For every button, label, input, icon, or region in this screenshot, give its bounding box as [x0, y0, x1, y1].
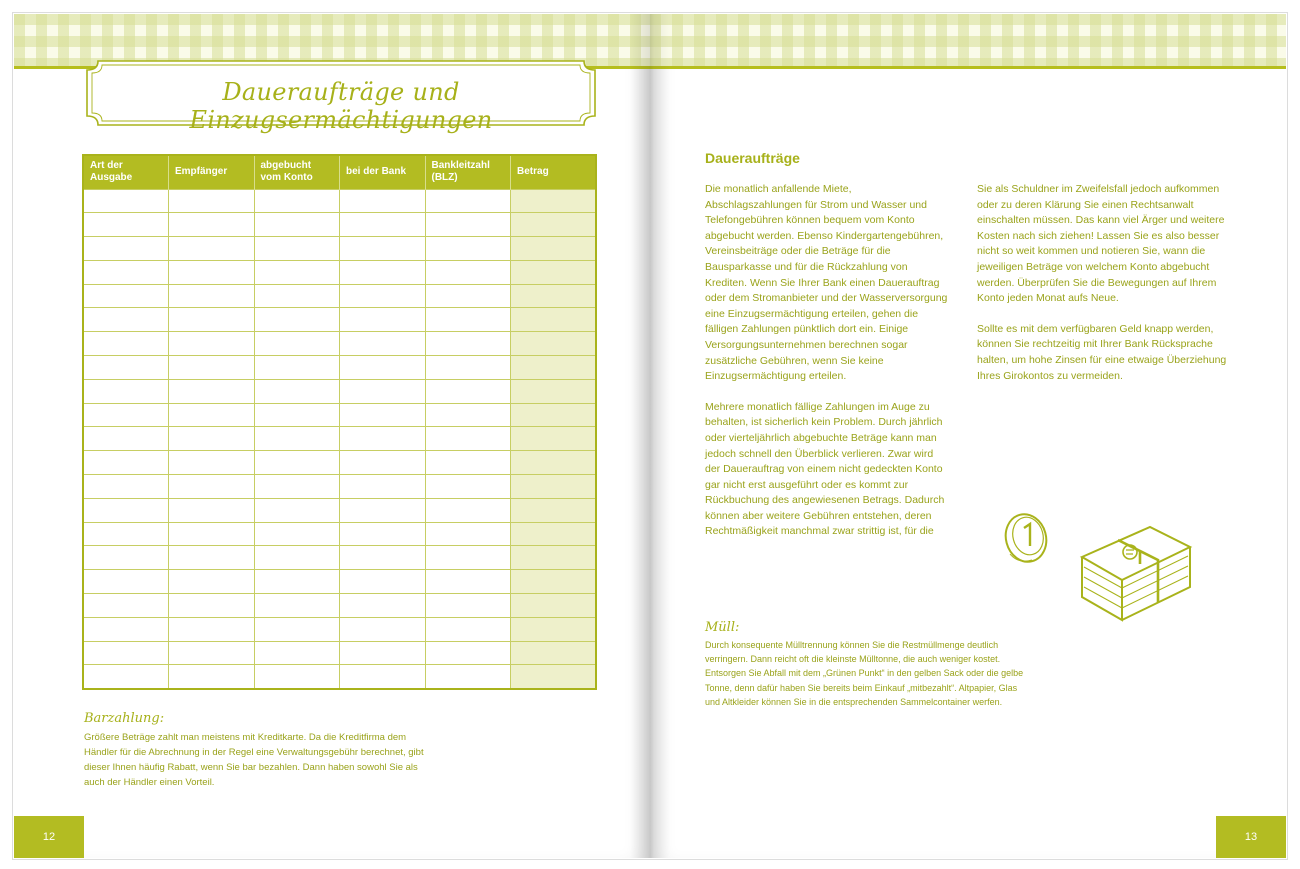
table-row	[83, 570, 596, 594]
table-cell[interactable]	[340, 665, 426, 689]
table-cell[interactable]	[425, 260, 511, 284]
table-cell[interactable]	[254, 403, 340, 427]
table-row	[83, 546, 596, 570]
table-cell[interactable]	[340, 379, 426, 403]
table-cell[interactable]	[169, 546, 255, 570]
table-cell[interactable]	[425, 189, 511, 213]
column-header: Art der Ausgabe	[83, 155, 169, 189]
table-cell[interactable]	[169, 237, 255, 261]
note-text: Größere Beträge zahlt man meistens mit Kreditkarte. Da die Kreditfirma dem Händler für die Abrechnung in der Regel eine Verwaltungsgebühr berechnet, gibt dieser Ihnen häufig Rabatt, wenn Sie bar bezahlen. Dann haben sowohl Sie als auch der Händler einen Vorteil.	[84, 732, 424, 788]
table-cell[interactable]	[254, 570, 340, 594]
table-cell[interactable]	[83, 594, 169, 618]
amount-cell[interactable]	[511, 665, 597, 689]
table-cell[interactable]	[254, 641, 340, 665]
amount-cell[interactable]	[511, 451, 597, 475]
table-cell[interactable]	[425, 570, 511, 594]
table-cell[interactable]	[83, 284, 169, 308]
paragraph: Die monatlich anfallende Miete, Abschlagszahlungen für Strom und Wasser und Telefongebühren können bequem vom Konto abgebucht werden. Ebenso Kindergartengebühren, Vereinsbeiträge oder die Beträge für die Bausparkasse und für die Rückzahlung von Krediten. Wenn Sie Ihrer Bank einen Dauerauftrag oder dem Stromanbieter und der Wasserversorgung eine Einzugsermächtigung erteilen, gehen die fälligen Zahlungen pünktlich dort ein. Einige Versorgungsunternehmen berechnen sogar zusätzliche Gebühren, wenn Sie keine Einzugsermächtigung erteilen.	[705, 183, 948, 383]
table-cell[interactable]	[83, 546, 169, 570]
table-cell[interactable]	[254, 237, 340, 261]
table-cell[interactable]	[254, 284, 340, 308]
amount-cell[interactable]	[511, 498, 597, 522]
table-cell[interactable]	[340, 260, 426, 284]
table-cell[interactable]	[169, 522, 255, 546]
table-cell[interactable]	[340, 237, 426, 261]
amount-cell[interactable]	[511, 284, 597, 308]
note-text: Durch konsequente Mülltrennung können Sie die Restmüllmenge deutlich verringern. Dann reicht oft die kleinste Mülltonne, die auch weniger kostet. Entsorgen Sie Abfall mit dem „Grünen Punkt“ in den gelben Sack oder die gelbe Tonne, denn dafür haben Sie bereits beim Einkauf „mitbezahlt“. Altpapier, Glas und Altkleider können Sie in die entsprechenden Sammelcontainer werfen.	[705, 640, 1024, 707]
table-cell[interactable]	[83, 475, 169, 499]
table-cell[interactable]	[83, 617, 169, 641]
coin-icon	[1000, 510, 1051, 567]
table-cell[interactable]	[83, 189, 169, 213]
table-row	[83, 308, 596, 332]
table-cell[interactable]	[254, 427, 340, 451]
table-cell[interactable]	[425, 237, 511, 261]
table-cell[interactable]	[425, 284, 511, 308]
table-cell[interactable]	[425, 475, 511, 499]
amount-cell[interactable]	[511, 403, 597, 427]
amount-cell[interactable]	[511, 213, 597, 237]
table-row	[83, 522, 596, 546]
table-cell[interactable]	[425, 641, 511, 665]
table-cell[interactable]	[254, 546, 340, 570]
column-header: bei der Bank	[340, 155, 426, 189]
table-row	[83, 617, 596, 641]
note-heading: Barzahlung:	[84, 711, 165, 726]
table-cell[interactable]	[83, 665, 169, 689]
page-number: 12	[14, 816, 84, 858]
amount-cell[interactable]	[511, 356, 597, 380]
table-cell[interactable]	[425, 665, 511, 689]
amount-cell[interactable]	[511, 570, 597, 594]
cash-note	[84, 711, 424, 790]
table-cell[interactable]	[425, 427, 511, 451]
payments-table	[82, 154, 597, 690]
table-cell[interactable]	[340, 570, 426, 594]
table-cell[interactable]	[169, 617, 255, 641]
table-cell[interactable]	[83, 641, 169, 665]
table-cell[interactable]	[169, 189, 255, 213]
column-header: Empfänger	[169, 155, 255, 189]
table-cell[interactable]	[425, 379, 511, 403]
table-cell[interactable]	[83, 213, 169, 237]
table-cell[interactable]	[83, 332, 169, 356]
amount-cell[interactable]	[511, 189, 597, 213]
right-page	[650, 14, 1286, 858]
table-cell[interactable]	[254, 260, 340, 284]
table-cell[interactable]	[425, 451, 511, 475]
table-row	[83, 237, 596, 261]
banknote-stack-icon	[1082, 527, 1190, 620]
table-cell[interactable]	[425, 403, 511, 427]
table-row	[83, 451, 596, 475]
amount-cell[interactable]	[511, 427, 597, 451]
table-row	[83, 641, 596, 665]
table-cell[interactable]	[169, 379, 255, 403]
table-cell[interactable]	[169, 260, 255, 284]
note-heading: Müll:	[705, 620, 740, 635]
table-cell[interactable]	[425, 522, 511, 546]
table-row	[83, 594, 596, 618]
left-page	[14, 14, 650, 858]
table-cell[interactable]	[83, 427, 169, 451]
table-cell[interactable]	[254, 451, 340, 475]
table-cell[interactable]	[169, 427, 255, 451]
amount-cell[interactable]	[511, 522, 597, 546]
table-cell[interactable]	[83, 308, 169, 332]
amount-cell[interactable]	[511, 308, 597, 332]
table-cell[interactable]	[83, 237, 169, 261]
table-cell[interactable]	[254, 498, 340, 522]
money-illustration	[1000, 502, 1200, 622]
table-cell[interactable]	[254, 332, 340, 356]
text-column-1	[705, 182, 950, 540]
gingham-header	[650, 14, 1286, 66]
amount-cell[interactable]	[511, 260, 597, 284]
table-cell[interactable]	[83, 570, 169, 594]
table-cell[interactable]	[254, 665, 340, 689]
table-cell[interactable]	[340, 617, 426, 641]
table-cell[interactable]	[425, 356, 511, 380]
table-cell[interactable]	[169, 403, 255, 427]
table-cell[interactable]	[83, 356, 169, 380]
table-row	[83, 284, 596, 308]
table-cell[interactable]	[83, 379, 169, 403]
table-cell[interactable]	[340, 427, 426, 451]
table-cell[interactable]	[254, 379, 340, 403]
amount-cell[interactable]	[511, 617, 597, 641]
paragraph: Sollte es mit dem verfügbaren Geld knapp werden, können Sie rechtzeitig mit Ihrer Bank Rücksprache halten, um hohe Zinsen für eine etwaige Überziehung Ihres Girokontos zu vermeiden.	[977, 322, 1227, 382]
table-row	[83, 189, 596, 213]
table-cell[interactable]	[340, 403, 426, 427]
table-cell[interactable]	[425, 546, 511, 570]
amount-cell[interactable]	[511, 594, 597, 618]
table-cell[interactable]	[169, 451, 255, 475]
table-cell[interactable]	[83, 260, 169, 284]
column-header: abgebucht vom Konto	[254, 155, 340, 189]
table-cell[interactable]	[254, 617, 340, 641]
table-row	[83, 332, 596, 356]
table-cell[interactable]	[340, 189, 426, 213]
table-cell[interactable]	[340, 475, 426, 499]
table-cell[interactable]	[425, 308, 511, 332]
table-cell[interactable]	[340, 451, 426, 475]
table-row	[83, 260, 596, 284]
table-cell[interactable]	[340, 641, 426, 665]
table-cell[interactable]	[254, 522, 340, 546]
table-cell[interactable]	[254, 356, 340, 380]
table-row	[83, 427, 596, 451]
title-banner	[84, 58, 598, 134]
table-cell[interactable]	[83, 522, 169, 546]
table-cell[interactable]	[169, 570, 255, 594]
header-rule	[650, 66, 1286, 69]
table-cell[interactable]	[340, 332, 426, 356]
table-cell[interactable]	[169, 498, 255, 522]
table-cell[interactable]	[83, 498, 169, 522]
table-cell[interactable]	[254, 213, 340, 237]
table-row	[83, 356, 596, 380]
amount-cell[interactable]	[511, 379, 597, 403]
table-cell[interactable]	[83, 403, 169, 427]
table-row	[83, 403, 596, 427]
table-cell[interactable]	[340, 498, 426, 522]
table-cell[interactable]	[169, 594, 255, 618]
amount-cell[interactable]	[511, 641, 597, 665]
amount-cell[interactable]	[511, 237, 597, 261]
page-number: 13	[1216, 816, 1286, 858]
table-cell[interactable]	[169, 308, 255, 332]
paragraph: Sie als Schuldner im Zweifelsfall jedoch aufkommen oder zu deren Klärung Sie einen Rechtsanwalt einschalten müssen. Das kann viel Ärger und weitere Kosten nach sich ziehen! Lassen Sie es also besser nicht so weit kommen und notieren Sie, wann die jeweiligen Beträge von welchem Konto abgebucht werden. Überprüfen Sie die Bewegungen auf Ihrem Konto jeden Monat aufs Neue.	[977, 183, 1225, 305]
table-cell[interactable]	[169, 284, 255, 308]
table-cell[interactable]	[169, 641, 255, 665]
table-cell[interactable]	[169, 665, 255, 689]
table-cell[interactable]	[340, 213, 426, 237]
section-title: Daueraufträge	[705, 150, 800, 166]
table-row	[83, 213, 596, 237]
waste-note	[705, 620, 1025, 709]
amount-cell[interactable]	[511, 475, 597, 499]
table-cell[interactable]	[425, 594, 511, 618]
table-cell[interactable]	[425, 617, 511, 641]
table-cell[interactable]	[340, 284, 426, 308]
table-cell[interactable]	[340, 308, 426, 332]
text-column-2	[977, 182, 1227, 384]
table-body	[83, 189, 596, 689]
table-cell[interactable]	[254, 594, 340, 618]
amount-cell[interactable]	[511, 332, 597, 356]
amount-cell[interactable]	[511, 546, 597, 570]
table-row	[83, 475, 596, 499]
column-header: Betrag	[511, 155, 597, 189]
table-row	[83, 498, 596, 522]
table-cell[interactable]	[254, 475, 340, 499]
table-cell[interactable]	[169, 475, 255, 499]
table-cell[interactable]	[340, 594, 426, 618]
table-cell[interactable]	[254, 189, 340, 213]
table-row	[83, 665, 596, 689]
table-cell[interactable]	[83, 451, 169, 475]
table-cell[interactable]	[425, 332, 511, 356]
page-title: Daueraufträge und Einzugsermächtigungen	[189, 78, 493, 134]
table-cell[interactable]	[340, 546, 426, 570]
table-header-row	[83, 155, 596, 189]
table-row	[83, 379, 596, 403]
column-header: Bankleitzahl (BLZ)	[425, 155, 511, 189]
table-cell[interactable]	[254, 308, 340, 332]
table-cell[interactable]	[425, 213, 511, 237]
paragraph: Mehrere monatlich fällige Zahlungen im Auge zu behalten, ist sicherlich kein Problem. Durch jährlich oder vierteljährlich abgebuchte Beträge kann man jedoch schnell den Überblick verlieren. Zwar wird der Dauerauftrag von einem nicht gedeckten Konto gar nicht erst ausgeführt oder es kommt zur Rückbuchung des angewiesenen Betrags. Dadurch können aber weitere Gebühren entstehen, deren Rechtmäßigkeit manchmal zwar strittig ist, für die	[705, 400, 945, 538]
table-cell[interactable]	[340, 522, 426, 546]
table-cell[interactable]	[169, 213, 255, 237]
table-cell[interactable]	[169, 356, 255, 380]
table-cell[interactable]	[425, 498, 511, 522]
table-cell[interactable]	[340, 356, 426, 380]
table-cell[interactable]	[169, 332, 255, 356]
